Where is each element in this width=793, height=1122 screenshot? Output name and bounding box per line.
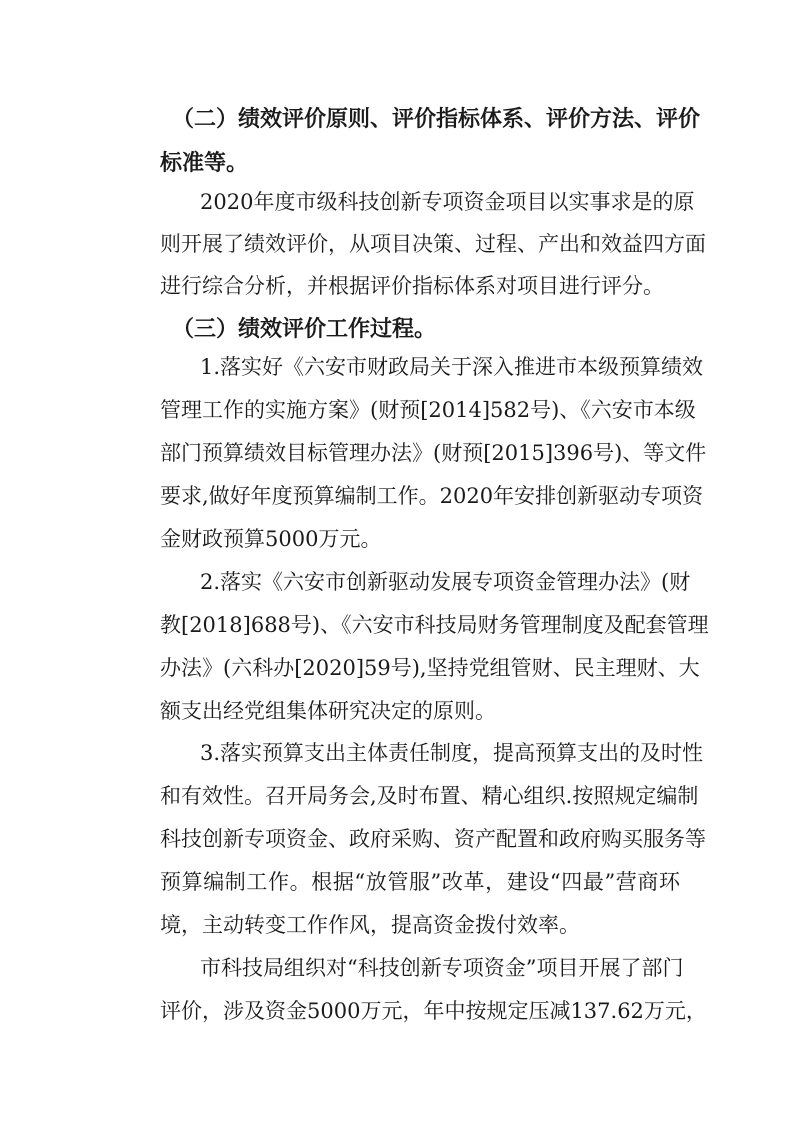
paragraph-line: 评价，涉及资金5000万元，年中按规定压减137.62万元， [160,999,707,1023]
paragraph-line: 教[2018]688号)、《六安市科技局财务管理制度及配套管理 [160,613,709,637]
paragraph-line: 部门预算绩效目标管理办法》(财预[2015]396号)、等文件 [160,441,707,465]
section-heading-2-line1: （二）绩效评价原则、评价指标体系、评价方法、评价 [172,107,701,132]
section-heading-2-line2: 标准等。 [160,151,249,176]
paragraph-line: 2020年度市级科技创新专项资金项目以实事求是的原 [200,190,695,214]
paragraph-line: 境，主动转变工作作风，提高资金拨付效率。 [160,913,580,937]
paragraph-line: 预算编制工作。根据“放管服”改革，建设“四最”营商环 [160,870,680,894]
paragraph-line: 科技创新专项资金、政府采购、资产配置和政府购买服务等 [160,827,706,851]
paragraph-line: 2.落实《六安市创新驱动发展专项资金管理办法》(财 [200,570,691,594]
section-heading-3: （三）绩效评价工作过程。 [172,317,437,342]
paragraph-line: 管理工作的实施方案》(财预[2014]582号)、《六安市本级 [160,398,696,422]
paragraph-line: 和有效性。召开局务会,及时布置、精心组织.按照规定编制 [160,784,699,808]
paragraph-line: 1.落实好《六安市财政局关于深入推进市本级预算绩效 [200,355,704,379]
paragraph-line: 金财政预算5000万元。 [160,527,382,551]
paragraph-line: 进行综合分析，并根据评价指标体系对项目进行评分。 [160,274,664,298]
paragraph-line: 则开展了绩效评价，从项目决策、过程、产出和效益四方面 [160,232,706,256]
paragraph-line: 要求,做好年度预算编制工作。2020年安排创新驱动专项资 [160,484,704,508]
paragraph-line: 3.落实预算支出主体责任制度，提高预算支出的及时性 [200,741,704,765]
paragraph-line: 办法》(六科办[2020]59号),坚持党组管财、民主理财、大 [160,656,700,680]
paragraph-line: 额支出经党组集体研究决定的原则。 [160,699,496,723]
paragraph-line: 市科技局组织对“科技创新专项资金”项目开展了部门 [200,956,684,980]
